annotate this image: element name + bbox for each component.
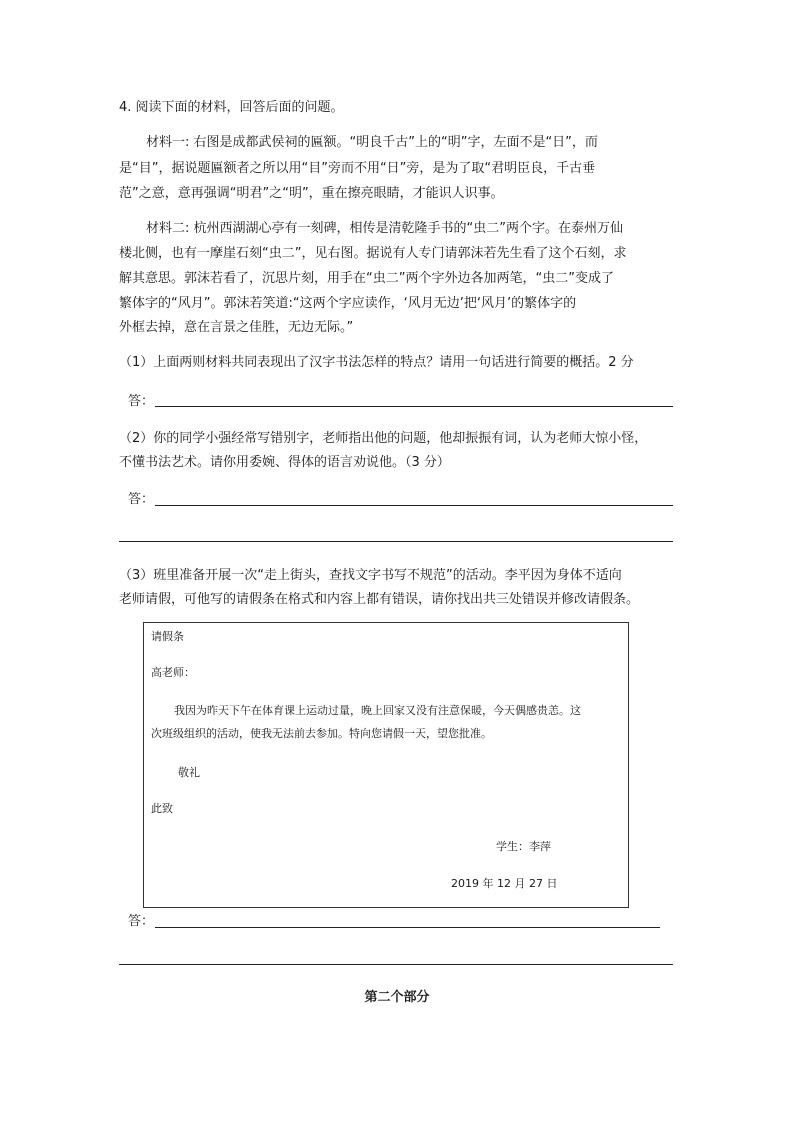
q2-answer-line-2[interactable] xyxy=(119,541,673,542)
q2-line-2: 不懂书法艺术。请你用委婉、得体的语言劝说他。（3 分） xyxy=(119,455,450,470)
note-salutation: 高老师： xyxy=(151,666,195,679)
q1-answer-line[interactable] xyxy=(155,406,673,407)
note-signature: 学生：李萍 xyxy=(496,840,551,853)
question-title: 4. 阅读下面的材料，回答后面的问题。 xyxy=(119,100,344,115)
q2-line-1: （2）你的同学小强经常写错别字，老师指出他的问题，他却振振有词，认为老师大惊小怪， xyxy=(119,431,648,446)
q1-text: （1）上面两则材料共同表现出了汉字书法怎样的特点？请用一句话进行简要的概括。2 分 xyxy=(119,355,634,370)
q3-line-2: 老师请假，可他写的请假条在格式和内容上都有错误，请你找出共三处错误并修改请假条。 xyxy=(119,592,640,607)
note-date: 2019 年 12 月 27 日 xyxy=(451,877,558,890)
q1-answer-label: 答： xyxy=(128,394,155,409)
material2-line-5: 外框去掉，意在言景之佳胜，无边无际。” xyxy=(119,320,354,335)
q3-answer-line-1[interactable] xyxy=(155,927,660,928)
note-body-line-2: 次班级组织的活动，使我无法前去参加。特向您请假一天，望您批准。 xyxy=(151,727,492,740)
leave-note-box xyxy=(143,622,629,908)
q3-answer-line-2[interactable] xyxy=(119,964,673,965)
q3-answer-label: 答： xyxy=(128,914,155,929)
note-body-line-1: 我因为昨天下午在体育课上运动过量，晚上回家又没有注意保暖，今天偶感贵恙。这 xyxy=(174,704,581,717)
material2-line-4: 繁体字的“风月”。郭沫若笑道:“这两个字应读作，‘风月无边’把‘风月’的繁体字的 xyxy=(119,296,577,311)
q3-line-1: （3）班里准备开展一次“走上街头，查找文字书写不规范”的活动。李平因为身体不适向 xyxy=(119,568,622,583)
material1-line-1: 材料一: 右图是成都武侯祠的匾额。“明良千古”上的“明”字，左面不是“日”，而 xyxy=(146,135,598,150)
q2-answer-label: 答： xyxy=(128,492,155,507)
note-title: 请假条 xyxy=(151,630,184,643)
material2-line-1: 材料二: 杭州西湖湖心亭有一刻碑，相传是清乾隆手书的“虫二”两个字。在泰州万仙 xyxy=(146,221,623,236)
material1-line-2: 是“目”，据说题匾额者之所以用“目”旁而不用“日”旁，是为了取“君明臣良，千古垂 xyxy=(119,161,596,176)
q2-answer-line-1[interactable] xyxy=(155,505,673,506)
note-closing-2: 此致 xyxy=(151,802,173,815)
section-title: 第二个部分 xyxy=(364,990,430,1005)
material2-line-3: 解其意思。郭沫若看了，沉思片刻，用手在“虫二”两个字外边各加两笔，“虫二”变成了 xyxy=(119,271,614,286)
note-closing-1: 敬礼 xyxy=(178,766,200,779)
material2-line-2: 楼北侧，也有一摩崖石刻“虫二”，见右图。据说有人专门请郭沫若先生看了这个石刻，求 xyxy=(119,246,627,261)
material1-line-3: 范”之意，意再强调“明君”之“明”，重在擦亮眼睛，才能识人识事。 xyxy=(119,186,504,201)
